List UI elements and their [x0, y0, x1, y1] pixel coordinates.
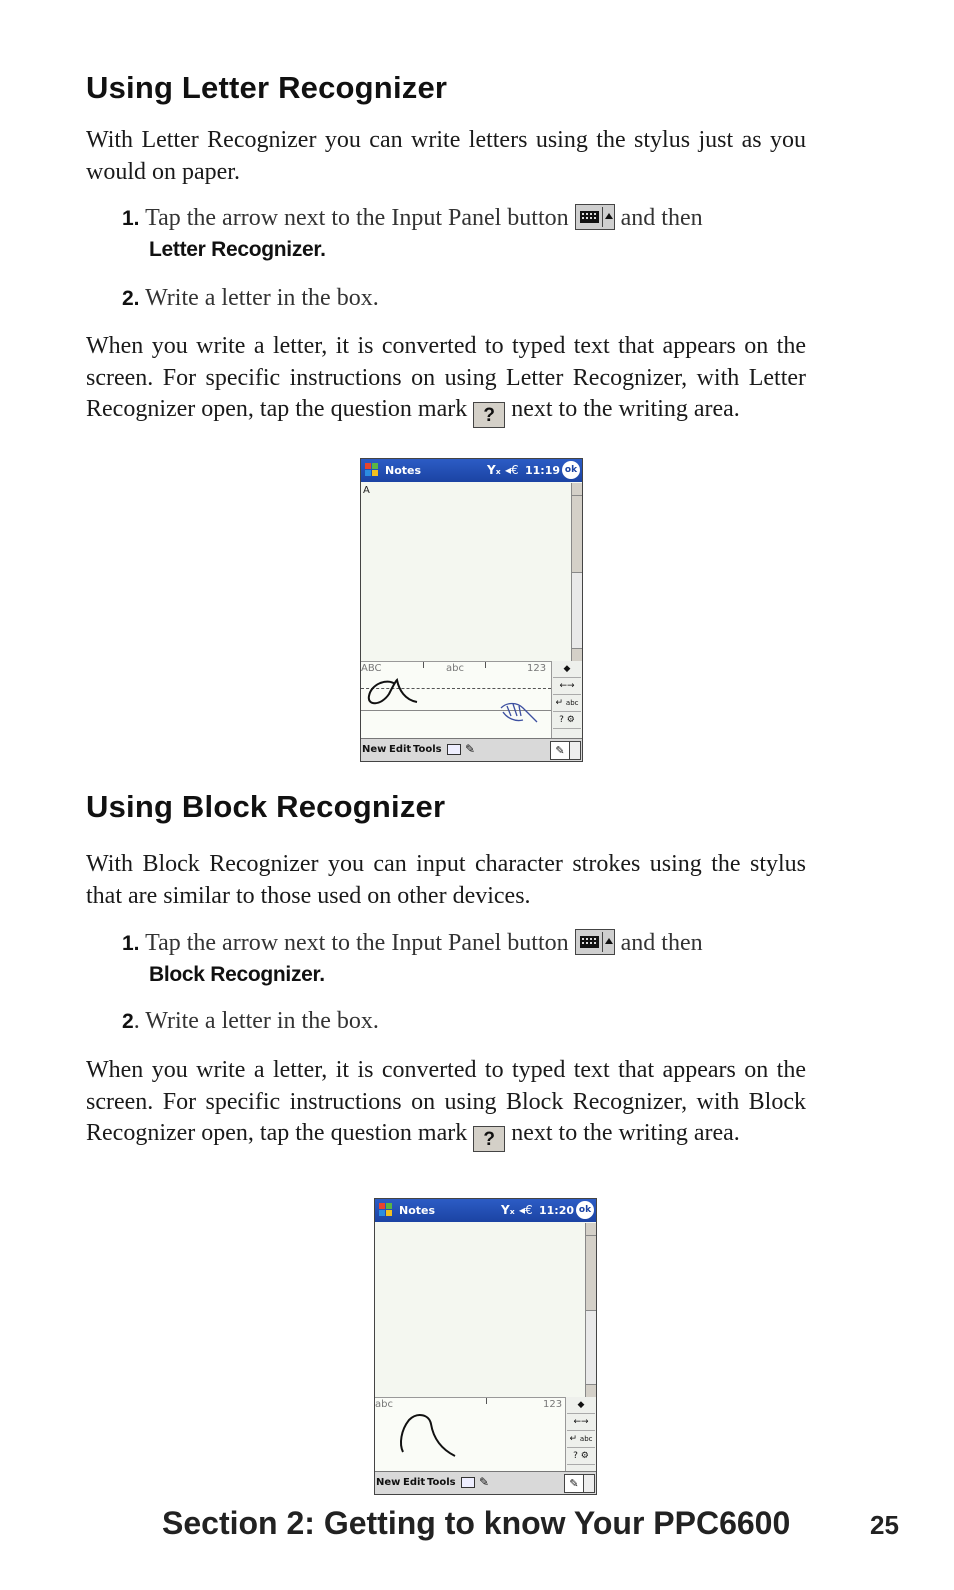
windows-flag-icon [377, 1201, 395, 1219]
menu-tools: Tools [427, 1477, 456, 1488]
menu-bar [361, 738, 582, 761]
clock: 11:20 [539, 1204, 575, 1217]
input-panel-arrow-icon [569, 741, 581, 760]
block-recognizer-label: Block Recognizer. [149, 963, 325, 986]
info-text: When you write a letter, it is converted to typed text that appears on the screen. For specific instructions on using Block Recognizer, with Block Recognizer open, tap the question mark [86, 1057, 806, 1146]
info-text-tail: next to the writing area. [511, 1120, 740, 1146]
title-bar [361, 459, 582, 482]
step-number: 1. [122, 207, 140, 230]
title-bar [375, 1199, 596, 1222]
input-side-panel: ◆ ←→ ↵ abc ? ⚙ [565, 1397, 596, 1472]
uppercase-zone-label: ABC [361, 663, 382, 674]
input-panel-arrow-icon [583, 1474, 595, 1493]
step-text: Tap the arrow next to the Input Panel button [145, 930, 569, 956]
pen-icon: ✎ [479, 1475, 490, 1489]
info-text-tail: next to the writing area. [511, 396, 740, 422]
step-2 [122, 1006, 812, 1037]
keyboard-icon [447, 744, 461, 755]
step-1 [122, 203, 812, 265]
step-number: 1. [122, 932, 140, 955]
menu-edit: Edit [403, 1477, 426, 1488]
volume-icon: ◂€ [505, 463, 519, 477]
keyboard-icon [461, 1477, 475, 1488]
input-panel-button-icon [575, 204, 615, 230]
input-side-panel: ◆ ←→ ↵ abc ? ⚙ [551, 661, 582, 738]
signal-icon: Yₓ [501, 1203, 515, 1217]
stylus-hand-icon [497, 698, 541, 728]
menu-tools: Tools [413, 744, 442, 755]
step-text-tail: and then [620, 205, 703, 231]
page-number: 25 [870, 1510, 899, 1540]
handwritten-letter-stroke [395, 1408, 465, 1460]
step-text-tail: and then [620, 930, 703, 956]
section-heading-letter-recognizer: Using Letter Recognizer [86, 70, 448, 105]
intro-paragraph: With Block Recognizer you can input character strokes using the stylus that are similar to those used on other devices. [86, 851, 806, 909]
clock: 11:19 [525, 464, 561, 477]
ok-button: ok [562, 461, 580, 479]
block-recognizer-screenshot [374, 1198, 597, 1495]
menu-new: New [362, 744, 387, 755]
lowercase-zone-label: abc [375, 1399, 393, 1410]
section-heading-block-recognizer: Using Block Recognizer [86, 789, 446, 824]
footer-section-title: Section 2: Getting to know Your PPC6600 [162, 1505, 791, 1541]
input-method-pen-icon: ✎ [564, 1474, 584, 1493]
step-number: 2. [122, 287, 140, 310]
step-text: Tap the arrow next to the Input Panel button [145, 205, 569, 231]
menu-edit: Edit [389, 744, 412, 755]
lowercase-zone-label: abc [446, 663, 464, 674]
info-paragraph [86, 331, 806, 428]
letter-input-area [361, 661, 551, 739]
number-zone-label: 123 [543, 1399, 563, 1410]
menu-new: New [376, 1477, 401, 1488]
ok-button: ok [576, 1201, 594, 1219]
letter-recognizer-screenshot [360, 458, 583, 762]
volume-icon: ◂€ [519, 1203, 533, 1217]
step-2 [122, 283, 812, 314]
block-input-area [375, 1397, 565, 1473]
scrollbar [571, 483, 582, 661]
step-text: Write a letter in the box. [145, 285, 379, 311]
question-mark-icon: ? [473, 1126, 505, 1152]
typed-text: A [363, 485, 370, 496]
input-panel-button-icon [575, 929, 615, 955]
pen-icon: ✎ [465, 742, 476, 756]
app-title: Notes [385, 464, 422, 477]
app-title: Notes [399, 1204, 436, 1217]
signal-icon: Yₓ [487, 463, 501, 477]
step-text: . Write a letter in the box. [133, 1008, 379, 1034]
step-1 [122, 928, 812, 990]
info-paragraph [86, 1055, 806, 1152]
menu-bar [375, 1471, 596, 1494]
info-text: When you write a letter, it is converted to typed text that appears on the screen. For specific instructions on using Letter Recognizer, with Letter Recognizer open, tap the question mark [86, 333, 806, 422]
input-method-pen-icon: ✎ [550, 741, 570, 760]
scrollbar [585, 1223, 596, 1397]
letter-recognizer-label: Letter Recognizer. [149, 238, 326, 261]
intro-paragraph: With Letter Recognizer you can write letters using the stylus just as you would on paper. [86, 127, 806, 185]
number-zone-label: 123 [527, 663, 547, 674]
step-number: 2 [122, 1010, 134, 1033]
question-mark-icon: ? [473, 402, 505, 428]
handwritten-letter-stroke [365, 676, 425, 710]
windows-flag-icon [363, 461, 381, 479]
